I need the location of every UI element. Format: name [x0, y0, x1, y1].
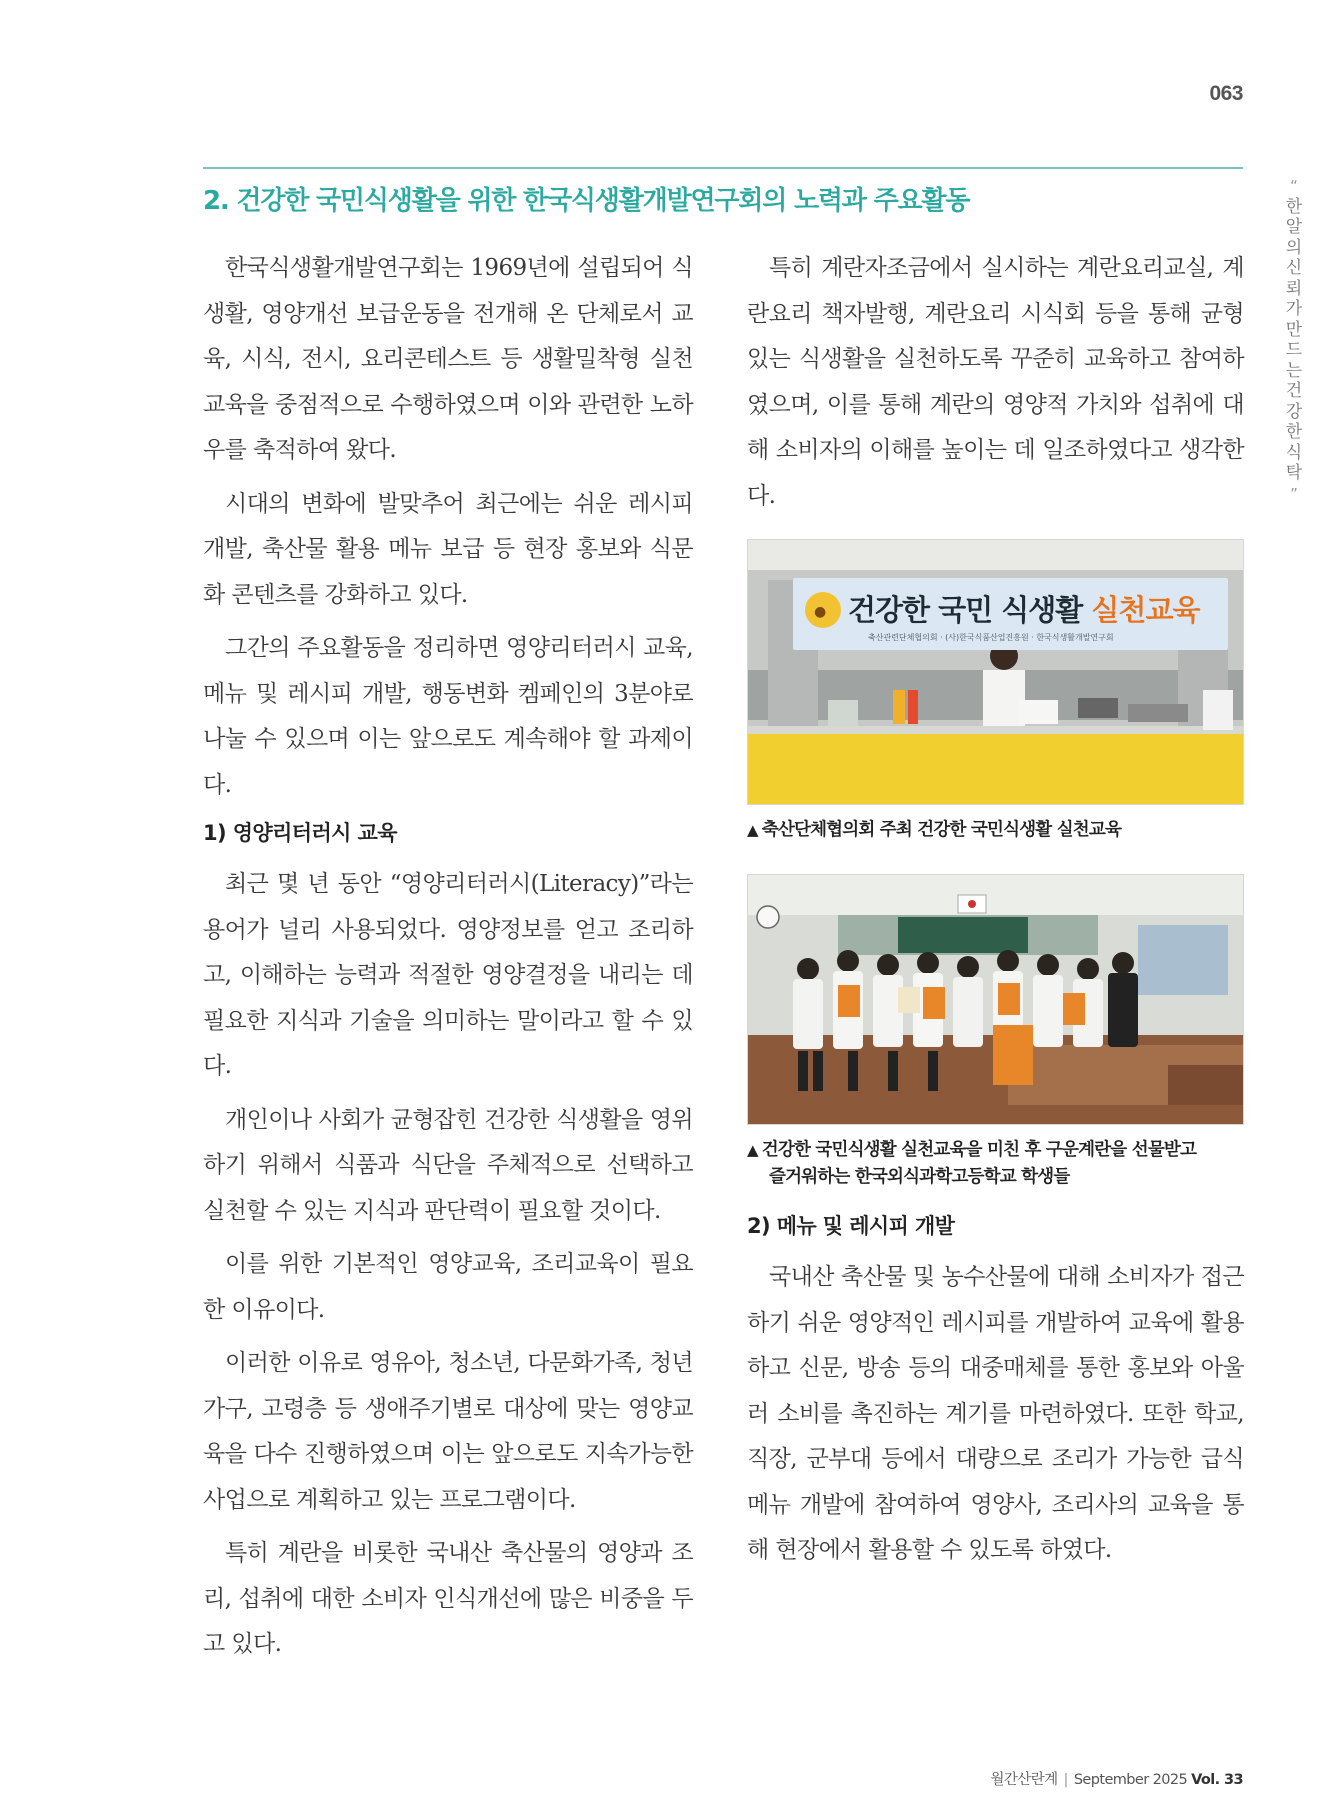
photo-caption: ▲ 축산단체협의회 주최 건강한 국민식생활 실천교육 — [747, 820, 1122, 840]
body-paragraph: 국내산 축산물 및 농수산물에 대해 소비자가 접근하기 쉬운 영양적인 레시피를 개발하여 교육에 활용하고 신문, 방송 등의 대중매체를 통한 홍보와 아울러 소비를 촉진하는 계기를 마련하였다. 또한 학교, 직장, 군부대 등에서 대량으로 조리가 가능한 급식메뉴 개발에 참여하여 영양사, 조리사의 교육을 통해 현장에서 활용할 수 있도록 하였다. — [747, 1264, 1244, 1563]
svg-text:●: ● — [814, 604, 827, 620]
section-title: 2. 건강한 국민식생활을 위한 한국식생활개발연구회의 노력과 주요활동 — [203, 186, 970, 216]
slogan-text: 한알의신뢰가만드는건강한식탁 — [1285, 196, 1303, 483]
body-paragraph: 개인이나 사회가 균형잡힌 건강한 식생활을 영위하기 위해서 식품과 식단을 주체적으로 선택하고 실천할 수 있는 지식과 판단력이 필요할 것이다. — [203, 1106, 693, 1224]
body-paragraph: 특히 계란자조금에서 실시하는 계란요리교실, 계란요리 책자발행, 계란요리 시식회 등을 통해 균형 있는 식생활을 실천하도록 꾸준히 교육하고 참여하였으며, 이를 통해 계란의 영양적 가치와 섭취에 대해 소비자의 이해를 높이는 데 일조하였다고 생각한다. — [747, 255, 1244, 509]
section-rule — [203, 167, 1243, 169]
banner-sponsors: 축산관련단체협의회 · (사)한국식품산업진흥원 · 한국식생활개발연구회 — [868, 633, 1114, 642]
page-footer — [990, 1768, 1243, 1789]
students-illustration — [748, 875, 1244, 1125]
body-paragraph: 이러한 이유로 영유아, 청소년, 다문화가족, 청년가구, 고령층 등 생애주기별로 대상에 맞는 영양교육을 다수 진행하였으며 이는 앞으로도 지속가능한 사업으로 계획하고 있는 프로그램이다. — [203, 1350, 693, 1513]
right-column — [747, 246, 1244, 1582]
slogan-close-quote: ” — [1290, 484, 1298, 503]
photo-students — [747, 874, 1244, 1125]
magazine-name: 월간산란계 — [990, 1772, 1058, 1788]
photo-cooking-class — [747, 539, 1244, 805]
side-slogan — [1283, 176, 1305, 504]
body-paragraph: 그간의 주요활동을 정리하면 영양리터러시 교육, 메뉴 및 레시피 개발, 행동변화 켐페인의 3분야로 나눌 수 있으며 이는 앞으로도 계속해야 할 과제이다. — [203, 635, 693, 798]
banner-text: 건강한 국민 식생활 실천교육 — [848, 593, 1200, 627]
photo-caption: ▲ 건강한 국민식생활 실천교육을 미친 후 구운계란을 선물받고 즐거워하는 한국외식과학고등학교 학생들 — [747, 1140, 1197, 1187]
page-number: 063 — [1209, 82, 1243, 105]
body-paragraph: 특히 계란을 비롯한 국내산 축산물의 영양과 조리, 섭취에 대한 소비자 인식개선에 많은 비중을 두고 있다. — [203, 1540, 693, 1657]
subheading-menu-recipe: 2) 메뉴 및 레시피 개발 — [747, 1214, 955, 1238]
body-paragraph: 최근 몇 년 동안 “영양리터러시(Literacy)”라는 용어가 널리 사용되었다. 영양정보를 얻고 조리하고, 이해하는 능력과 적절한 영양결정을 내리는 데 필요한 지식과 기술을 의미하는 말이라고 할 수 있다. — [203, 871, 693, 1079]
body-paragraph: 시대의 변화에 발맞추어 최근에는 쉬운 레시피 개발, 축산물 활용 메뉴 보급 등 현장 홍보와 식문화 콘텐츠를 강화하고 있다. — [203, 490, 693, 608]
volume-number: Vol. 33 — [1191, 1772, 1243, 1788]
footer-separator: | — [1063, 1772, 1068, 1788]
issue-date: September 2025 — [1073, 1772, 1188, 1788]
caption-marker: ▲ — [747, 821, 758, 839]
subheading-literacy: 1) 영양리터러시 교육 — [203, 821, 397, 845]
slogan-open-quote: “ — [1290, 177, 1298, 195]
body-paragraph: 한국식생활개발연구회는 1969년에 설립되어 식생활, 영양개선 보급운동을 전개해 온 단체로서 교육, 시식, 전시, 요리콘테스트 등 생활밀착형 실천교육을 중점적으로 수행하였으며 이와 관련한 노하우를 축적하여 왔다. — [203, 255, 693, 463]
body-paragraph: 이를 위한 기본적인 영양교육, 조리교육이 필요한 이유이다. — [203, 1251, 693, 1323]
cooking-class-illustration — [748, 540, 1244, 805]
left-column — [203, 246, 693, 1676]
caption-marker: ▲ — [747, 1141, 758, 1159]
